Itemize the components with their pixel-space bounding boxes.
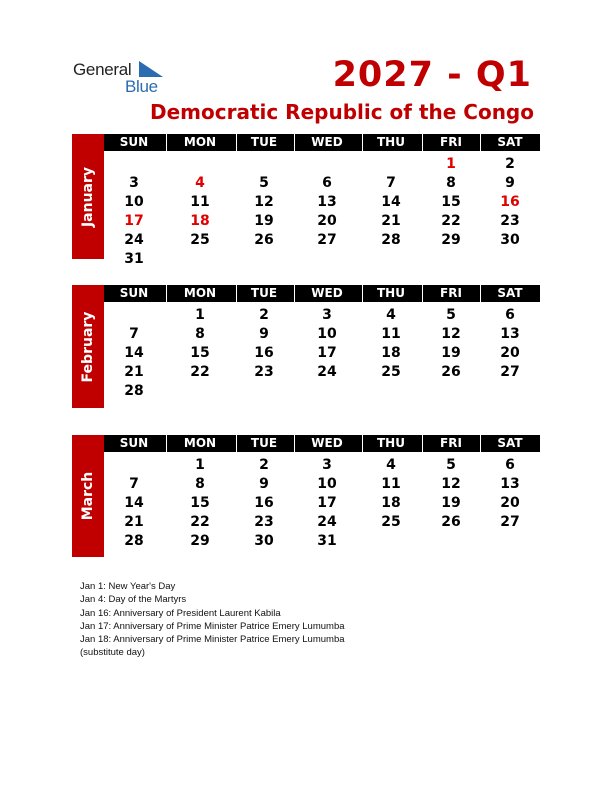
- calendar-day: 18: [381, 345, 401, 361]
- logo-text-blue: Blue: [125, 77, 158, 96]
- calendar-day: 28: [124, 383, 144, 399]
- calendar-day: 14: [381, 194, 401, 210]
- header-divider: [362, 285, 363, 302]
- calendar-day: 29: [190, 533, 210, 549]
- calendar-day: 15: [190, 345, 210, 361]
- calendar-day: 26: [441, 514, 461, 530]
- weekday-mon: MON: [183, 436, 217, 450]
- calendar-day: 19: [254, 213, 274, 229]
- calendar-day: 8: [195, 326, 205, 342]
- calendar-day: 21: [381, 213, 401, 229]
- weekday-tue: TUE: [250, 436, 278, 450]
- calendar-day: 12: [441, 476, 461, 492]
- calendar-day: 4: [386, 307, 396, 323]
- calendar-day: 13: [500, 476, 520, 492]
- calendar-day: 4: [386, 457, 396, 473]
- weekday-tue: TUE: [250, 286, 278, 300]
- calendar-day: 30: [500, 232, 520, 248]
- weekday-fri: FRI: [440, 286, 462, 300]
- calendar-day: 21: [124, 514, 144, 530]
- calendar-day: 28: [381, 232, 401, 248]
- calendar-day: 9: [259, 326, 269, 342]
- calendar-day: 10: [317, 476, 337, 492]
- calendar-day: 31: [317, 533, 337, 549]
- month-label: [72, 435, 104, 557]
- calendar-day: 5: [259, 175, 269, 191]
- header-divider: [166, 134, 167, 151]
- logo-text-general: General: [73, 60, 132, 79]
- calendar-day: 14: [124, 345, 144, 361]
- calendar-day: 10: [317, 326, 337, 342]
- calendar-day: 15: [190, 495, 210, 511]
- weekday-tue: TUE: [250, 135, 278, 149]
- calendar-day: 8: [446, 175, 456, 191]
- weekday-sun: SUN: [119, 436, 149, 450]
- calendar-day: 3: [129, 175, 139, 191]
- calendar-day: 23: [254, 514, 274, 530]
- calendar-day: 9: [505, 175, 515, 191]
- calendar-day: 6: [505, 457, 515, 473]
- weekday-sun: SUN: [119, 135, 149, 149]
- calendar-day: 12: [254, 194, 274, 210]
- month-january: [72, 134, 540, 267]
- holiday-note: Jan 18: Anniversary of Prime Minister Patrice Emery Lumumba (substitute day): [80, 634, 345, 659]
- calendar-day: 11: [190, 194, 210, 210]
- weekday-thu: THU: [377, 135, 405, 149]
- header-divider: [422, 285, 423, 302]
- calendar-day: 3: [322, 307, 332, 323]
- calendar-day: 26: [441, 364, 461, 380]
- calendar-day: 24: [317, 364, 337, 380]
- calendar-day: 25: [381, 514, 401, 530]
- holiday-note: Jan 16: Anniversary of President Laurent Kabila: [80, 607, 281, 619]
- weekday-wed: WED: [311, 436, 343, 450]
- month-name: February: [80, 311, 96, 382]
- calendar-day: 27: [500, 514, 520, 530]
- holiday-day: 16: [500, 194, 520, 210]
- holiday-day: 17: [124, 213, 144, 229]
- weekday-header: [104, 134, 540, 151]
- calendar-day: 21: [124, 364, 144, 380]
- header-divider: [362, 435, 363, 452]
- calendar-day: 26: [254, 232, 274, 248]
- calendar-day: 14: [124, 495, 144, 511]
- weekday-wed: WED: [311, 286, 343, 300]
- calendar-day: 30: [254, 533, 274, 549]
- weekday-fri: FRI: [440, 135, 462, 149]
- calendar-day: 17: [317, 345, 337, 361]
- header-divider: [480, 435, 481, 452]
- calendar-day: 29: [441, 232, 461, 248]
- calendar-day: 5: [446, 457, 456, 473]
- month-label: [72, 285, 104, 408]
- calendar-day: 7: [129, 476, 139, 492]
- month-name: March: [80, 471, 96, 521]
- calendar-day: 1: [195, 307, 205, 323]
- header-divider: [294, 285, 295, 302]
- calendar-day: 20: [500, 495, 520, 511]
- header-divider: [480, 134, 481, 151]
- calendar-day: 5: [446, 307, 456, 323]
- calendar-day: 7: [386, 175, 396, 191]
- header-divider: [236, 134, 237, 151]
- calendar-day: 25: [381, 364, 401, 380]
- calendar-day: 27: [500, 364, 520, 380]
- calendar-day: 12: [441, 326, 461, 342]
- calendar-day: 22: [190, 364, 210, 380]
- calendar-day: 1: [195, 457, 205, 473]
- calendar-day: 3: [322, 457, 332, 473]
- calendar-day: 2: [259, 307, 269, 323]
- weekday-thu: THU: [377, 286, 405, 300]
- header-divider: [294, 435, 295, 452]
- calendar-day: 22: [441, 213, 461, 229]
- calendar-day: 10: [124, 194, 144, 210]
- header-divider: [294, 134, 295, 151]
- header-divider: [236, 435, 237, 452]
- holiday-day: 4: [195, 175, 205, 191]
- calendar-day: 25: [190, 232, 210, 248]
- holiday-day: 18: [190, 213, 210, 229]
- calendar-day: 19: [441, 345, 461, 361]
- holiday-notes: [80, 580, 350, 660]
- calendar-day: 23: [254, 364, 274, 380]
- weekday-header: [104, 285, 540, 302]
- weekday-mon: MON: [183, 286, 217, 300]
- header-divider: [480, 285, 481, 302]
- month-february: [72, 285, 540, 408]
- weekday-wed: WED: [311, 135, 343, 149]
- calendar-day: 20: [500, 345, 520, 361]
- calendar-day: 27: [317, 232, 337, 248]
- calendar-day: 20: [317, 213, 337, 229]
- weekday-sat: SAT: [497, 135, 523, 149]
- calendar-day: 11: [381, 476, 401, 492]
- calendar-day: 2: [505, 156, 515, 172]
- calendar-day: 6: [505, 307, 515, 323]
- header-divider: [362, 134, 363, 151]
- weekday-thu: THU: [377, 436, 405, 450]
- country-name: Democratic Republic of the Congo: [149, 100, 534, 124]
- header-divider: [236, 285, 237, 302]
- month-march: [72, 435, 540, 557]
- weekday-sat: SAT: [497, 286, 523, 300]
- calendar-day: 18: [381, 495, 401, 511]
- calendar-day: 6: [322, 175, 332, 191]
- logo-triangle-icon: [139, 61, 163, 77]
- header-divider: [166, 435, 167, 452]
- calendar-day: 28: [124, 533, 144, 549]
- page-title: 2027 - Q1: [332, 55, 532, 95]
- calendar-day: 16: [254, 345, 274, 361]
- calendar-day: 22: [190, 514, 210, 530]
- weekday-mon: MON: [183, 135, 217, 149]
- holiday-day: 1: [446, 156, 456, 172]
- calendar-day: 7: [129, 326, 139, 342]
- calendar-day: 2: [259, 457, 269, 473]
- month-name: January: [80, 166, 96, 227]
- weekday-fri: FRI: [440, 436, 462, 450]
- holiday-note: Jan 1: New Year's Day: [80, 581, 176, 592]
- calendar-day: 31: [124, 251, 144, 267]
- calendar-day: 19: [441, 495, 461, 511]
- calendar-day: 13: [317, 194, 337, 210]
- calendar-day: 8: [195, 476, 205, 492]
- calendar-day: 24: [317, 514, 337, 530]
- calendar-day: 13: [500, 326, 520, 342]
- calendar-day: 11: [381, 326, 401, 342]
- month-label: [72, 134, 104, 259]
- calendar-day: 9: [259, 476, 269, 492]
- header-divider: [422, 134, 423, 151]
- calendar-day: 17: [317, 495, 337, 511]
- holiday-note: Jan 17: Anniversary of Prime Minister Patrice Emery Lumumba: [80, 620, 345, 632]
- calendar-day: 15: [441, 194, 461, 210]
- header-divider: [422, 435, 423, 452]
- weekday-header: [104, 435, 540, 452]
- calendar-day: 16: [254, 495, 274, 511]
- weekday-sun: SUN: [119, 286, 149, 300]
- calendar-day: 24: [124, 232, 144, 248]
- general-blue-logo: [73, 58, 173, 94]
- header-divider: [166, 285, 167, 302]
- calendar-day: 23: [500, 213, 520, 229]
- weekday-sat: SAT: [497, 436, 523, 450]
- holiday-note: Jan 4: Day of the Martyrs: [80, 594, 187, 606]
